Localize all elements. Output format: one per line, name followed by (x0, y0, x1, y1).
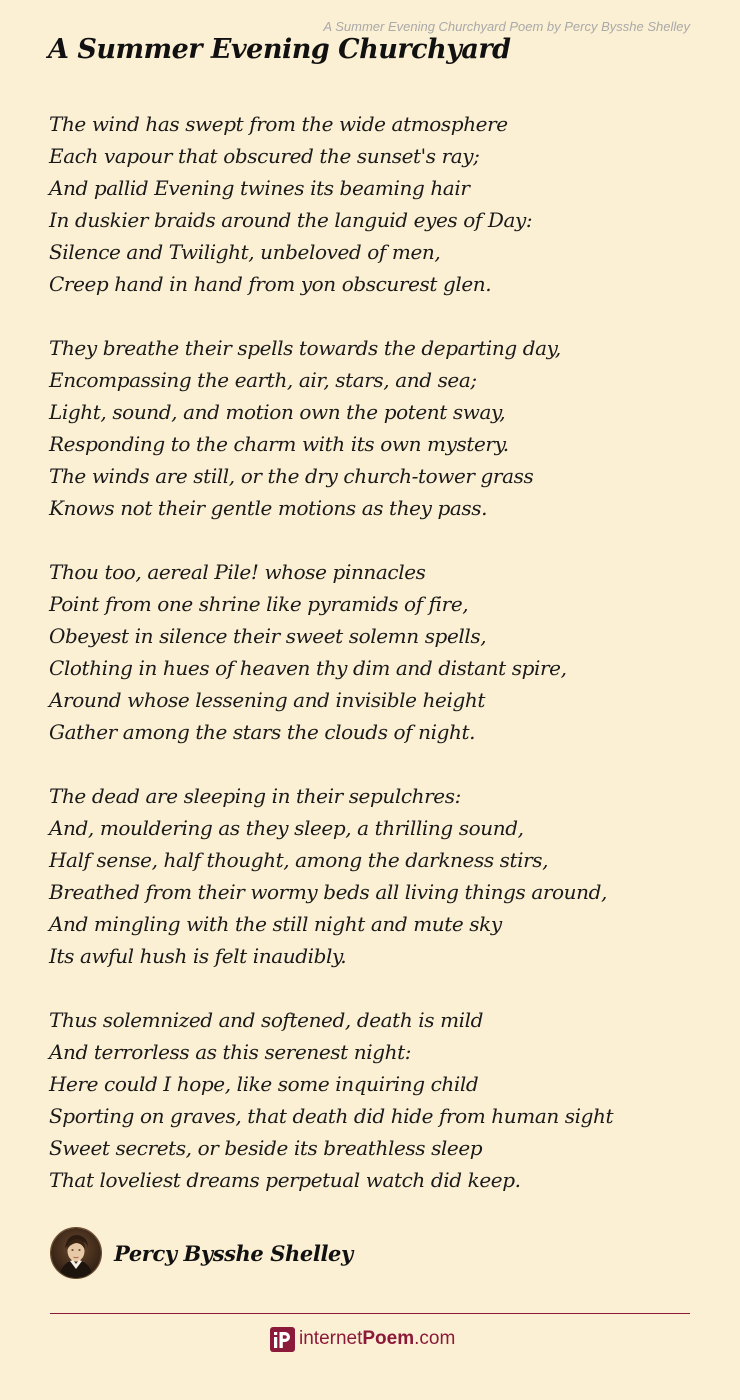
poem-line: Around whose lessening and invisible height (49, 688, 486, 712)
poem-line: Here could I hope, like some inquiring child (49, 1072, 479, 1096)
author-portrait-icon (51, 1228, 101, 1278)
poem-line: Thus solemnized and softened, death is mild (49, 1008, 484, 1032)
poem-line: Point from one shrine like pyramids of fire, (49, 592, 469, 616)
site-brand-text[interactable] (299, 1328, 455, 1350)
poem-line: Sweet secrets, or beside its breathless sleep (49, 1136, 483, 1160)
stanza (49, 1004, 699, 1196)
poem-line: Obeyest in silence their sweet solemn spells, (49, 624, 487, 648)
poem-line: The wind has swept from the wide atmosphere (49, 112, 508, 136)
poem-line: And pallid Evening twines its beaming hair (49, 176, 470, 200)
poem-line: The dead are sleeping in their sepulchres: (49, 784, 461, 808)
poem-line: And mingling with the still night and mute sky (49, 912, 502, 936)
footer-divider (50, 1313, 690, 1314)
poem-line: And terrorless as this serenest night: (49, 1040, 412, 1064)
poem-line: Gather among the stars the clouds of night. (49, 720, 476, 744)
author-name[interactable]: Percy Bysshe Shelley (114, 1240, 353, 1266)
poem-line: Thou too, aereal Pile! whose pinnacles (49, 560, 426, 584)
poem-body (49, 108, 699, 1228)
ip-logo-icon (270, 1327, 295, 1352)
stanza (49, 556, 699, 748)
poem-line: In duskier braids around the languid eyes of Day: (49, 208, 533, 232)
poem-line: That loveliest dreams perpetual watch did keep. (49, 1168, 521, 1192)
poem-line: Silence and Twilight, unbeloved of men, (49, 240, 441, 264)
poem-line: Clothing in hues of heaven thy dim and distant spire, (49, 656, 567, 680)
site-brand-link[interactable] (270, 1326, 455, 1352)
author-avatar[interactable] (50, 1227, 102, 1279)
poem-line: Encompassing the earth, air, stars, and sea; (49, 368, 477, 392)
poem-line: They breathe their spells towards the departing day, (49, 336, 561, 360)
poem-line: Light, sound, and motion own the potent sway, (49, 400, 506, 424)
brand-prefix: internet (299, 1328, 363, 1349)
stanza (49, 108, 699, 300)
poem-line: Responding to the charm with its own mystery. (49, 432, 509, 456)
poem-line: Knows not their gentle motions as they pass. (49, 496, 488, 520)
stanza (49, 332, 699, 524)
stanza (49, 780, 699, 972)
poem-line: Its awful hush is felt inaudibly. (49, 944, 347, 968)
poem-line: Breathed from their wormy beds all living things around, (49, 880, 608, 904)
poem-title: A Summer Evening Churchyard (48, 34, 511, 65)
brand-suffix: .com (414, 1328, 456, 1349)
poem-line: Half sense, half thought, among the darkness stirs, (49, 848, 549, 872)
author-block[interactable] (50, 1227, 353, 1279)
brand-strong: Poem (362, 1328, 415, 1349)
poem-line: Sporting on graves, that death did hide from human sight (49, 1104, 614, 1128)
poem-line: Creep hand in hand from yon obscurest glen. (49, 272, 492, 296)
poem-line: And, mouldering as they sleep, a thrilling sound, (49, 816, 524, 840)
poem-line: Each vapour that obscured the sunset's ray; (49, 144, 480, 168)
poem-line: The winds are still, or the dry church-tower grass (49, 464, 534, 488)
header-credit: A Summer Evening Churchyard Poem by Percy Bysshe Shelley (323, 19, 690, 34)
